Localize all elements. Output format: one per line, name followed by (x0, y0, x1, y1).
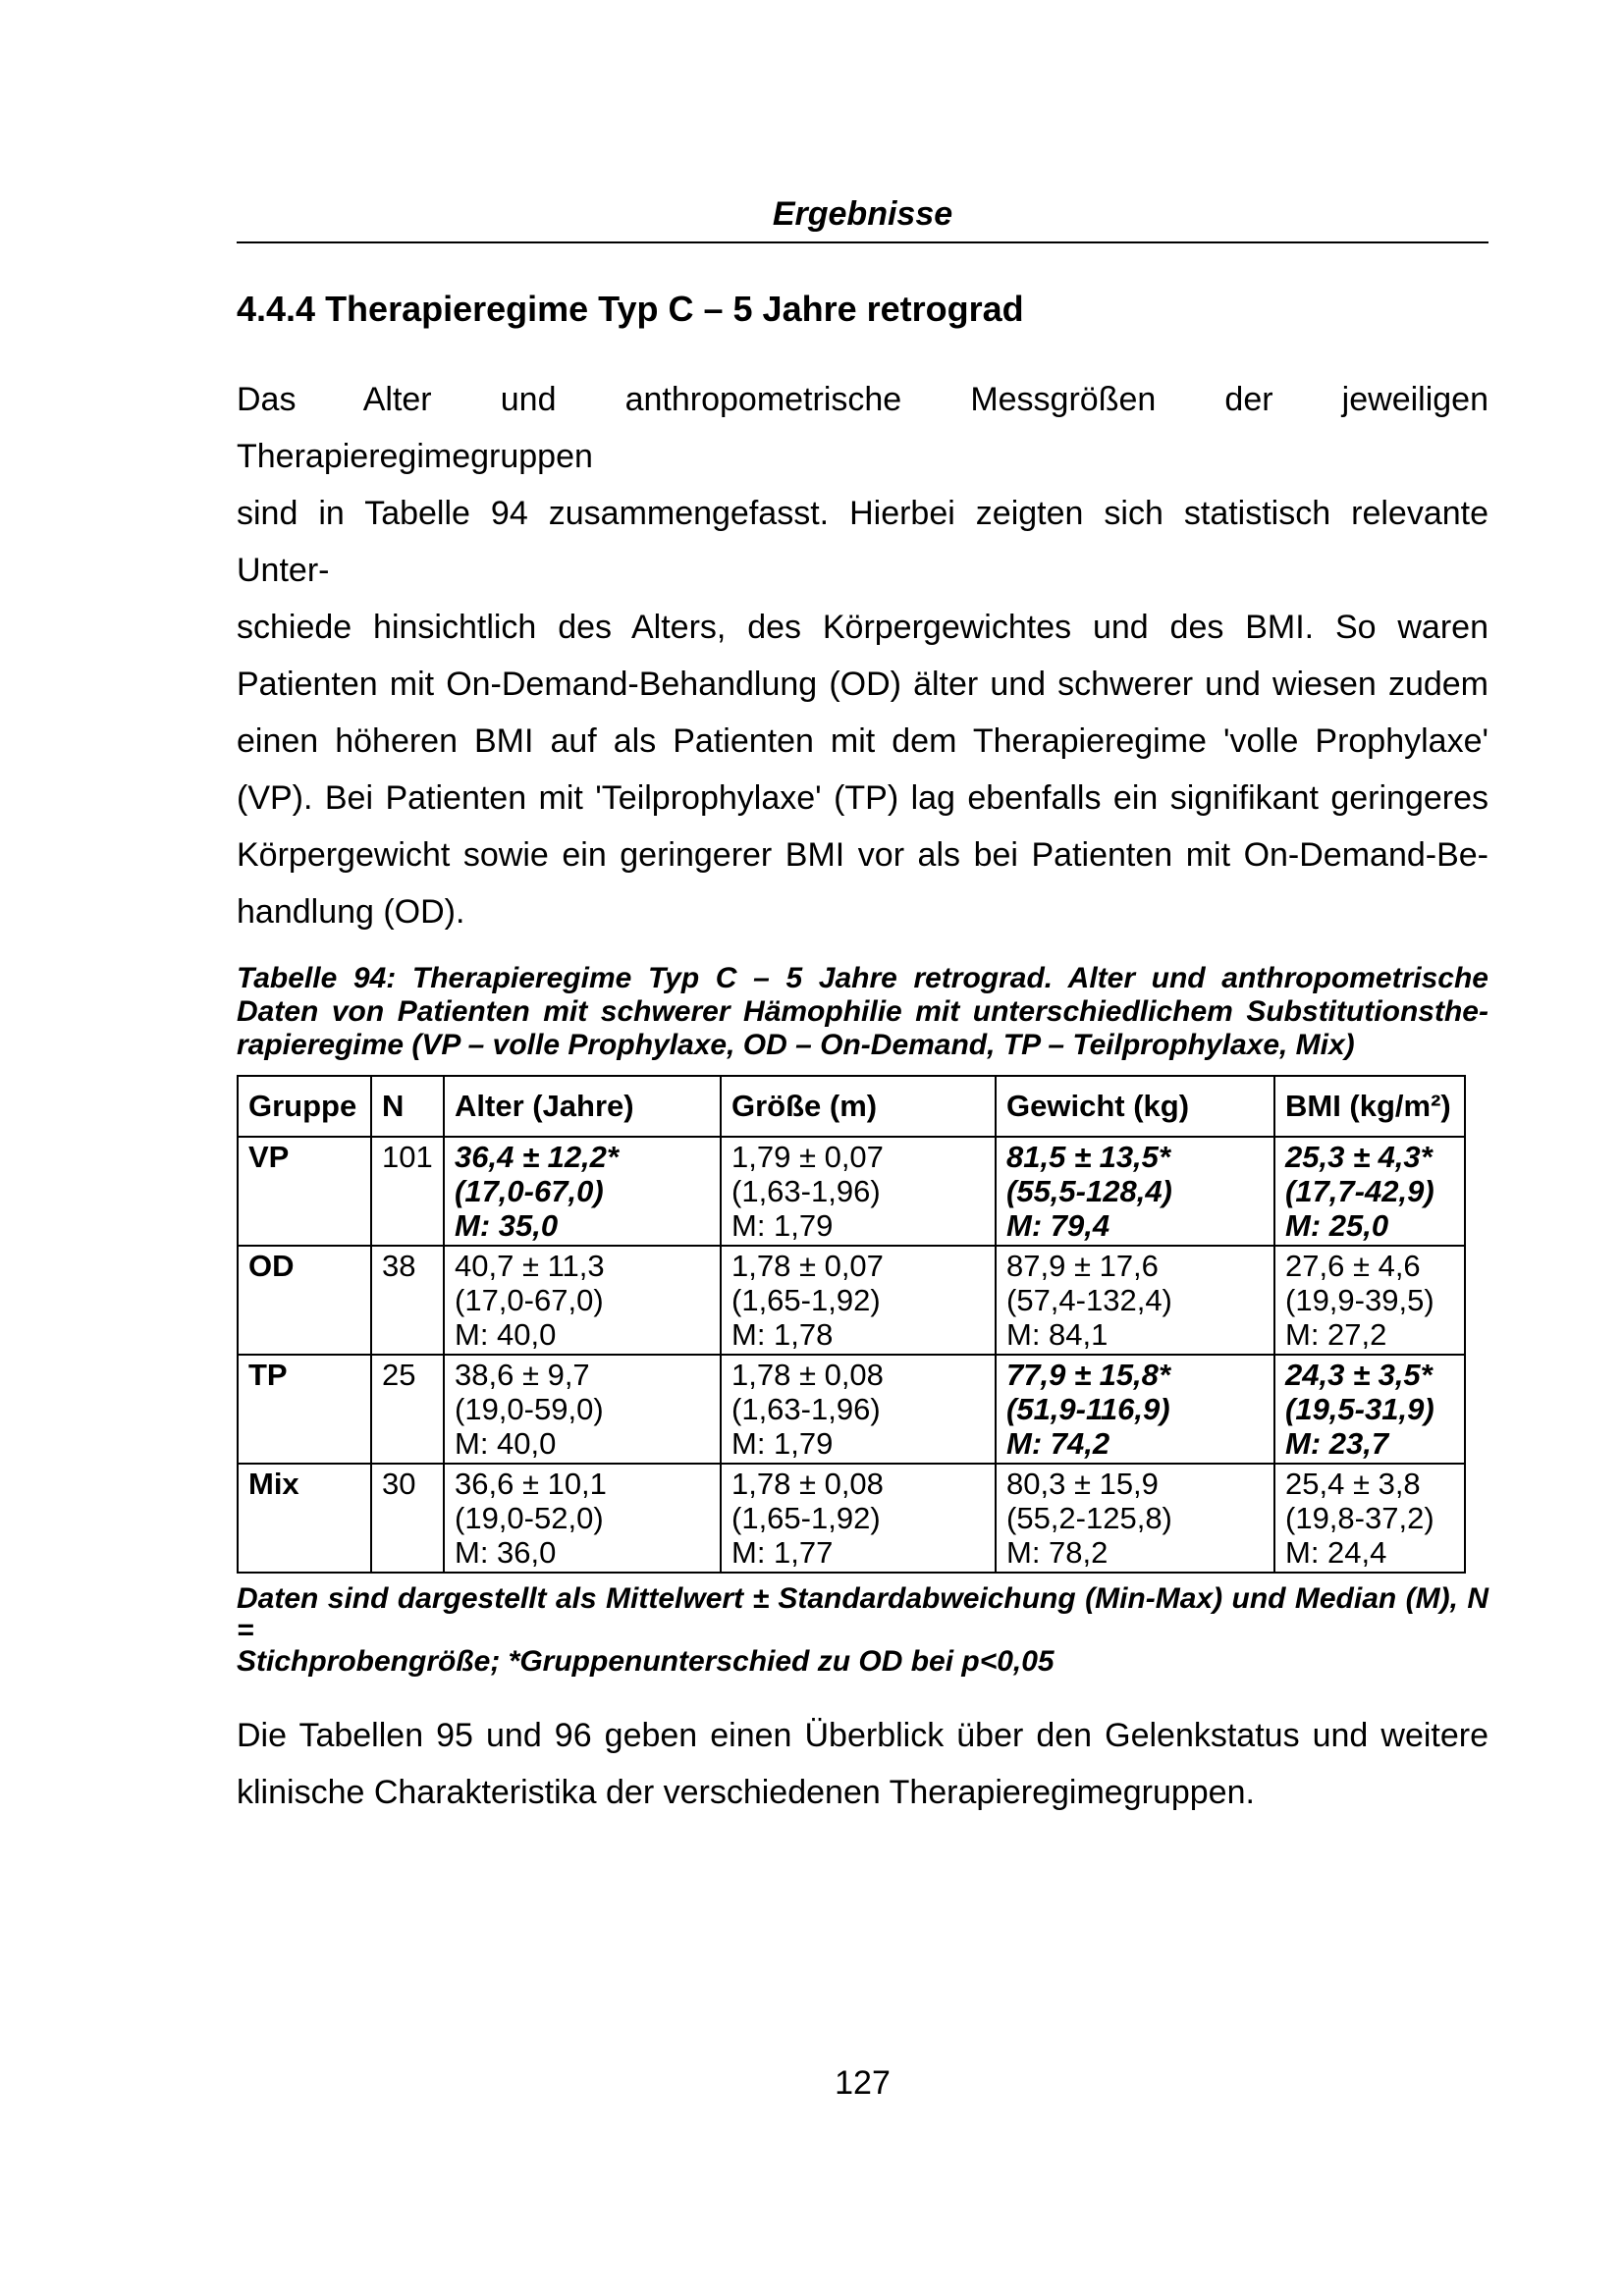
cell-line: (1,63-1,96) (731, 1174, 881, 1208)
section-heading: 4.4.4 Therapieregime Typ C – 5 Jahre retrograd (237, 289, 1024, 329)
column-header-bmi: BMI (kg/m²) (1274, 1076, 1465, 1137)
column-header-gruppe: Gruppe (238, 1076, 371, 1137)
paragraph-2 (237, 1707, 1488, 1821)
cell-line: (51,9-116,9) (1006, 1392, 1170, 1426)
gewicht-cell (996, 1355, 1274, 1464)
paragraph-line: einen höheren BMI auf als Patienten mit dem Therapieregime 'volle Prophylaxe' (237, 722, 1488, 760)
bmi-cell (1274, 1355, 1465, 1464)
cell-line: (1,63-1,96) (731, 1392, 881, 1426)
footnote-line: Stichprobengröße; *Gruppenunterschied zu OD bei p<0,05 (237, 1645, 1055, 1678)
cell-line: (19,9-39,5) (1285, 1283, 1434, 1317)
paragraph-line: schiede hinsichtlich des Alters, des Körpergewichtes und des BMI. So waren (237, 609, 1488, 646)
cell-line: 1,78 ± 0,08 (731, 1358, 884, 1392)
footnote-line: Daten sind dargestellt als Mittelwert ± Standardabweichung (Min-Max) und Median (M), N = (237, 1582, 1488, 1646)
header-divider (237, 241, 1488, 243)
cell-line: M: 40,0 (455, 1317, 557, 1352)
gewicht-cell (996, 1464, 1274, 1573)
cell-line: 25,4 ± 3,8 (1285, 1467, 1421, 1501)
caption-line: Tabelle 94: Therapieregime Typ C – 5 Jahre retrograd. Alter und anthropometrische (237, 962, 1488, 994)
cell-line: 77,9 ± 15,8* (1006, 1358, 1170, 1392)
table-footnote (237, 1583, 1488, 1678)
cell-line: M: 1,78 (731, 1317, 834, 1352)
column-header-groesse: Größe (m) (721, 1076, 996, 1137)
cell-line: (19,0-52,0) (455, 1501, 604, 1535)
cell-line: 1,79 ± 0,07 (731, 1140, 884, 1174)
cell-line: (1,65-1,92) (731, 1283, 881, 1317)
paragraph-line: Körpergewicht sowie ein geringerer BMI vor als bei Patienten mit On-Demand-Be- (237, 836, 1488, 874)
page-number: 127 (835, 2064, 891, 2102)
bmi-cell (1274, 1246, 1465, 1355)
cell-line: (17,0-67,0) (455, 1283, 604, 1317)
paragraph-line: handlung (OD). (237, 893, 465, 931)
cell-line: (55,2-125,8) (1006, 1501, 1172, 1535)
group-cell: TP (238, 1355, 371, 1464)
cell-line: (17,7-42,9) (1285, 1174, 1434, 1208)
cell-line: 1,78 ± 0,08 (731, 1467, 884, 1501)
cell-line: M: 78,2 (1006, 1535, 1109, 1570)
paragraph-line: (VP). Bei Patienten mit 'Teilprophylaxe' (TP) lag ebenfalls ein signifikant geringeres (237, 779, 1488, 817)
n-cell: 30 (371, 1464, 444, 1573)
table-caption (237, 962, 1488, 1062)
paragraph-1 (237, 371, 1488, 940)
cell-line: (19,0-59,0) (455, 1392, 604, 1426)
alter-cell (444, 1246, 721, 1355)
table-row-vp (238, 1137, 1465, 1246)
cell-line: M: 35,0 (455, 1208, 559, 1243)
table-header-row (238, 1076, 1465, 1137)
paragraph-line: Die Tabellen 95 und 96 geben einen Überblick über den Gelenkstatus und weitere (237, 1717, 1488, 1754)
n-cell: 25 (371, 1355, 444, 1464)
table-row-tp (238, 1355, 1465, 1464)
alter-cell (444, 1137, 721, 1246)
cell-line: 40,7 ± 11,3 (455, 1249, 605, 1283)
cell-line: M: 25,0 (1285, 1208, 1389, 1243)
cell-line: 1,78 ± 0,07 (731, 1249, 884, 1283)
cell-line: M: 74,2 (1006, 1426, 1110, 1461)
cell-line: (19,8-37,2) (1285, 1501, 1434, 1535)
cell-line: (17,0-67,0) (455, 1174, 604, 1208)
cell-line: M: 1,79 (731, 1208, 834, 1243)
cell-line: M: 23,7 (1285, 1426, 1389, 1461)
table-row-od (238, 1246, 1465, 1355)
cell-line: M: 1,79 (731, 1426, 834, 1461)
paragraph-line: Das Alter und anthropometrische Messgrößen der jeweiligen Therapieregimegruppen (237, 381, 1488, 475)
paragraph-line: sind in Tabelle 94 zusammengefasst. Hierbei zeigten sich statistisch relevante Unter- (237, 495, 1488, 589)
caption-line: rapieregime (VP – volle Prophylaxe, OD – On-Demand, TP – Teilprophylaxe, Mix) (237, 1029, 1355, 1061)
n-cell: 101 (371, 1137, 444, 1246)
cell-line: 38,6 ± 9,7 (455, 1358, 590, 1392)
bmi-cell (1274, 1137, 1465, 1246)
cell-line: 80,3 ± 15,9 (1006, 1467, 1159, 1501)
group-cell: VP (238, 1137, 371, 1246)
group-cell: OD (238, 1246, 371, 1355)
cell-line: (19,5-31,9) (1285, 1392, 1434, 1426)
groesse-cell (721, 1464, 996, 1573)
alter-cell (444, 1464, 721, 1573)
cell-line: (57,4-132,4) (1006, 1283, 1172, 1317)
cell-line: M: 24,4 (1285, 1535, 1387, 1570)
cell-line: M: 79,4 (1006, 1208, 1110, 1243)
column-header-gewicht: Gewicht (kg) (996, 1076, 1274, 1137)
groesse-cell (721, 1137, 996, 1246)
cell-line: M: 84,1 (1006, 1317, 1109, 1352)
cell-line: 24,3 ± 3,5* (1285, 1358, 1433, 1392)
table-row-mix (238, 1464, 1465, 1573)
groesse-cell (721, 1246, 996, 1355)
paragraph-line: klinische Charakteristika der verschiedenen Therapieregimegruppen. (237, 1774, 1255, 1811)
cell-line: (55,5-128,4) (1006, 1174, 1172, 1208)
gewicht-cell (996, 1246, 1274, 1355)
group-cell: Mix (238, 1464, 371, 1573)
anthropometric-data-table (237, 1075, 1466, 1574)
caption-line: Daten von Patienten mit schwerer Hämophilie mit unterschiedlichem Substitutionsthe- (237, 995, 1488, 1028)
cell-line: 27,6 ± 4,6 (1285, 1249, 1421, 1283)
cell-line: 36,6 ± 10,1 (455, 1467, 607, 1501)
cell-line: M: 36,0 (455, 1535, 557, 1570)
cell-line: 36,4 ± 12,2* (455, 1140, 619, 1174)
n-cell: 38 (371, 1246, 444, 1355)
gewicht-cell (996, 1137, 1274, 1246)
cell-line: 25,3 ± 4,3* (1285, 1140, 1433, 1174)
cell-line: 87,9 ± 17,6 (1006, 1249, 1159, 1283)
cell-line: M: 1,77 (731, 1535, 834, 1570)
cell-line: 81,5 ± 13,5* (1006, 1140, 1170, 1174)
column-header-n: N (371, 1076, 444, 1137)
running-header: Ergebnisse (772, 195, 953, 233)
column-header-alter: Alter (Jahre) (444, 1076, 721, 1137)
cell-line: M: 27,2 (1285, 1317, 1387, 1352)
bmi-cell (1274, 1464, 1465, 1573)
cell-line: M: 40,0 (455, 1426, 557, 1461)
groesse-cell (721, 1355, 996, 1464)
paragraph-line: Patienten mit On-Demand-Behandlung (OD) älter und schwerer und wiesen zudem (237, 666, 1488, 703)
alter-cell (444, 1355, 721, 1464)
cell-line: (1,65-1,92) (731, 1501, 881, 1535)
